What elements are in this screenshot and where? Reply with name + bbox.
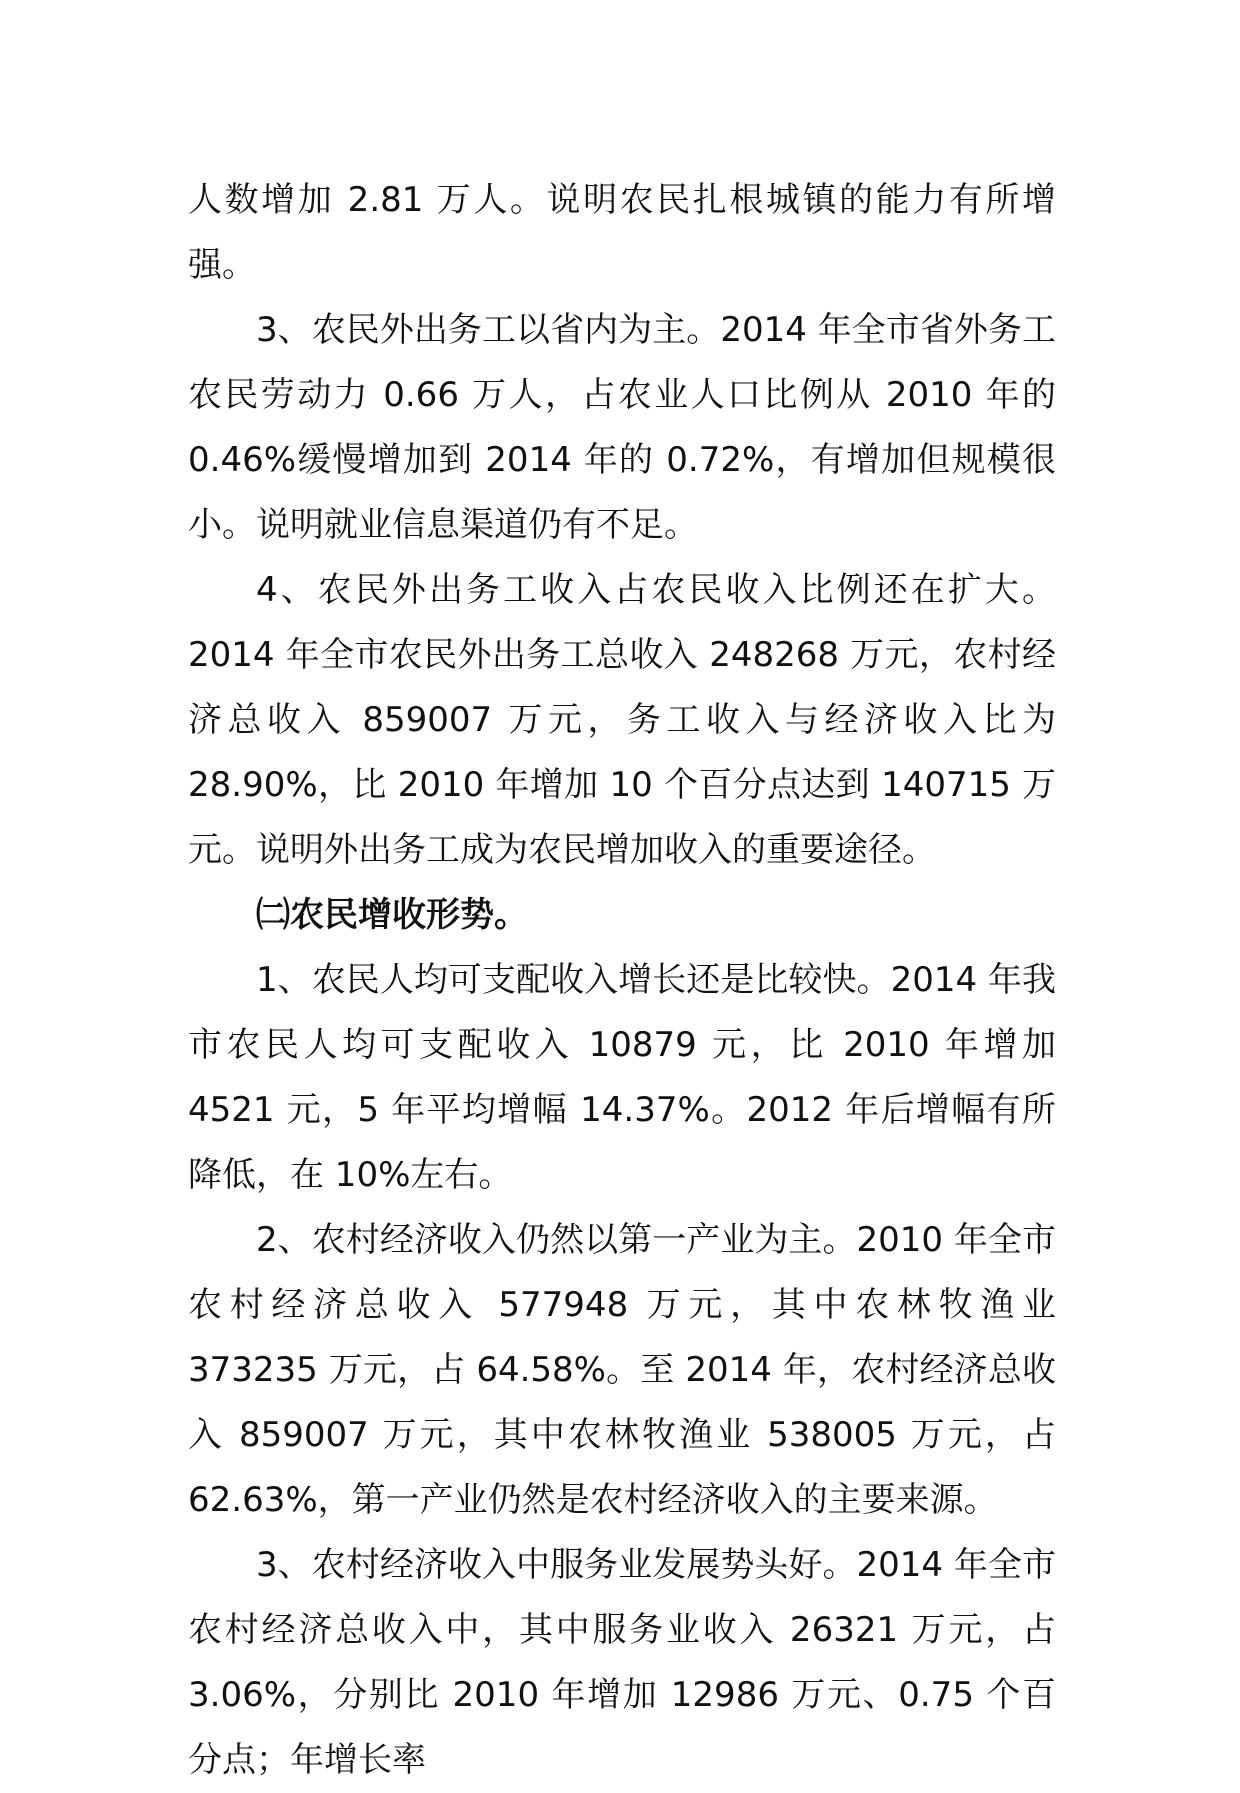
document-body	[188, 168, 1056, 1793]
paragraph-1: 人数增加 2.81 万人。说明农民扎根城镇的能力有所增强。	[188, 180, 1056, 285]
paragraph-5: 2、农村经济收入仍然以第一产业为主。2010 年全市农村经济总收入 577948 万元，其中农林牧渔业 373235 万元，占 64.58%。至 2014 年，农村经济总收入 859007 万元，其中农林牧渔业 538005 万元，占 62.63%，第一产业仍然是农村经济收入的主要来源。	[188, 1220, 1056, 1520]
paragraph-6: 3、农村经济收入中服务业发展势头好。2014 年全市农村经济总收入中，其中服务业收入 26321 万元，占 3.06%，分别比 2010 年增加 12986 万元、0.75 个百分点；年增长率	[188, 1545, 1056, 1780]
section-heading: ㈡农民增收形势。	[256, 895, 528, 935]
paragraph-3: 4、农民外出务工收入占农民收入比例还在扩大。2014 年全市农民外出务工总收入 248268 万元，农村经济总收入 859007 万元，务工收入与经济收入比为 28.90%，比 2010 年增加 10 个百分点达到 140715 万元。说明外出务工成为农民增加收入的重要途径。	[188, 570, 1056, 870]
paragraph-4: 1、农民人均可支配收入增长还是比较快。2014 年我市农民人均可支配收入 10879 元，比 2010 年增加 4521 元，5 年平均增幅 14.37%。2012 年后增幅有所降低，在 10%左右。	[188, 960, 1056, 1195]
paragraph-2: 3、农民外出务工以省内为主。2014 年全市省外务工农民劳动力 0.66 万人，占农业人口比例从 2010 年的 0.46%缓慢增加到 2014 年的 0.72%，有增加但规模很小。说明就业信息渠道仍有不足。	[188, 310, 1056, 545]
